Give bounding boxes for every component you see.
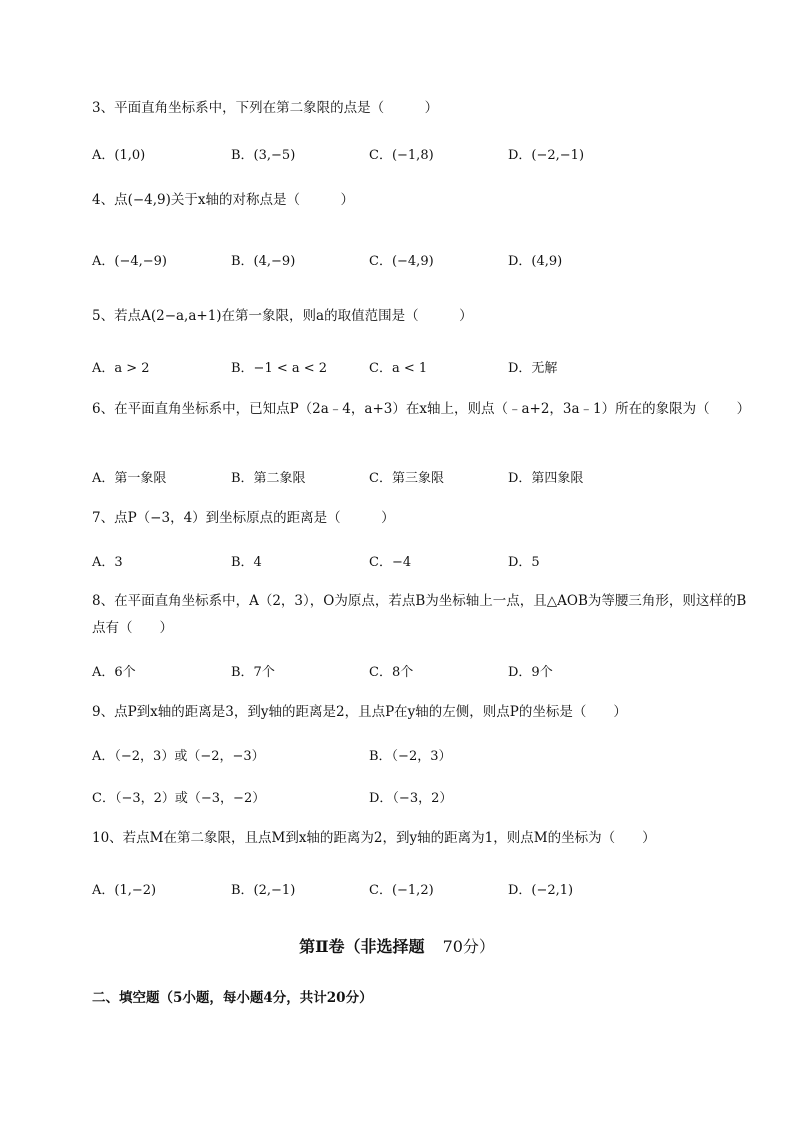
question-4-option-c: C．(−4,9) [369,254,434,269]
question-8-option-a: A．6个 [92,665,136,680]
question-6-option-d: D．第四象限 [508,471,584,486]
question-5-option-b: B．−1 < a < 2 [231,361,328,376]
question-5-option-a: A．a > 2 [92,361,150,376]
question-4-option-a: A．(−4,−9) [92,254,167,269]
question-3-stem: 3、平面直角坐标系中，下列在第二象限的点是（ ） [92,100,439,116]
section-title [0,934,794,957]
question-10-stem: 10、若点M在第二象限，且点M到x轴的距离为2，到y轴的距离为1，则点M的坐标为（ ） [92,830,656,846]
subsection-title: 二、填空题（5小题，每小题4分，共计20分） [92,990,373,1006]
question-3-option-a: A．(1,0) [92,148,146,163]
question-6-option-a: A．第一象限 [92,471,167,486]
question-5-stem: 5、若点A(2−a,a+1)在第一象限，则a的取值范围是（ ） [92,308,473,324]
question-3-option-c: C．(−1,8) [369,148,434,163]
question-7-option-d: D．5 [508,555,540,570]
question-3-option-b: B．(3,−5) [231,148,296,163]
question-4-option-d: D．(4,9) [508,254,563,269]
question-6-option-b: B．第二象限 [231,471,306,486]
section-title-text: 第Ⅱ卷（非选择题 [299,937,425,956]
question-10-option-c: C．(−1,2) [369,883,434,898]
question-7-stem: 7、点P（−3，4）到坐标原点的距离是（ ） [92,510,395,526]
question-6-option-c: C．第三象限 [369,471,444,486]
question-9-option-c: C．（−3，2）或（−3，−2） [92,791,266,806]
question-3-option-d: D．(−2,−1) [508,148,585,163]
question-10-option-a: A．(1,−2) [92,883,157,898]
question-8-stem: 8、在平面直角坐标系中，A（2，3），O为原点，若点B为坐标轴上一点，且△AOB为等腰三角形，则这样的B点有（ ） [92,593,747,636]
question-5-option-c: C．a < 1 [369,361,428,376]
question-8-option-b: B．7个 [231,665,275,680]
question-9-stem: 9、点P到x轴的距离是3，到y轴的距离是2，且点P在y轴的左侧，则点P的坐标是（ ） [92,704,627,720]
question-4-option-b: B．(4,−9) [231,254,296,269]
question-9-option-a: A．（−2，3）或（−2，−3） [92,749,265,764]
question-4-stem: 4、点(−4,9)关于x轴的对称点是（ ） [92,192,355,208]
question-6-stem: 6、在平面直角坐标系中，已知点P（2a﹣4，a+3）在x轴上，则点（﹣a+2，3a﹣1）所在的象限为（ ） [92,401,751,417]
question-9-option-b: B．（−2，3） [369,749,452,764]
question-10-option-d: D．(−2,1) [508,883,574,898]
question-7-option-c: C．−4 [369,555,412,570]
question-9-option-d: D．（−3，2） [369,791,453,806]
question-10-option-b: B．(2,−1) [231,883,296,898]
question-8-option-d: D．9个 [508,665,553,680]
section-points: 70分） [442,937,495,956]
question-7-option-a: A．3 [92,555,123,570]
question-8-option-c: C．8个 [369,665,414,680]
question-7-option-b: B．4 [231,555,262,570]
question-5-option-d: D．无解 [508,361,558,376]
